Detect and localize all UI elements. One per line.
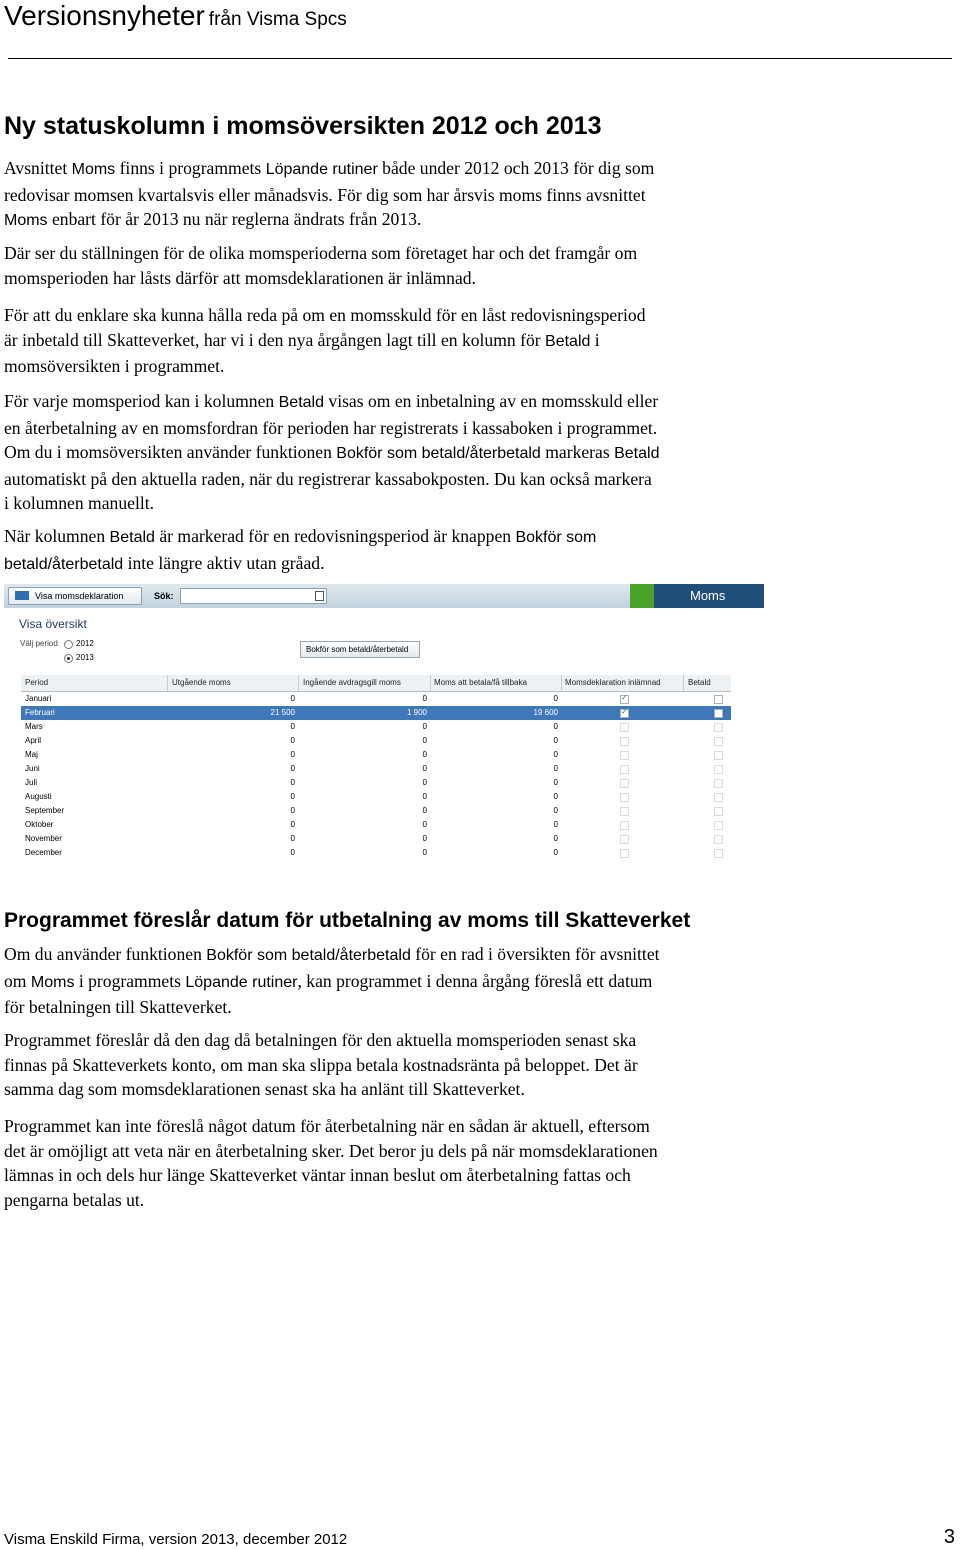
betald-checkbox[interactable] — [714, 751, 723, 760]
col-inlamnad[interactable]: Momsdeklaration inlämnad — [565, 678, 661, 687]
module-title-bar: Moms — [654, 584, 764, 608]
table-row[interactable] — [21, 776, 731, 790]
cell-utgaende: 0 — [290, 834, 295, 843]
cell-utgaende: 0 — [290, 806, 295, 815]
cell-utgaende: 0 — [290, 820, 295, 829]
cell-period: November — [25, 834, 62, 843]
inlamnad-checkbox[interactable] — [620, 765, 629, 774]
inlamnad-checkbox[interactable] — [620, 793, 629, 802]
section2-p1: Om du använder funktionen Bokför som betald/återbetald för en rad i översikten för avsnittet om Moms i programmets Löpande rutiner, kan programmet i denna årgång föreslå ett datum för betalningen till Skatteverket. — [4, 944, 660, 1018]
cell-ingaende: 0 — [422, 750, 427, 759]
search-label: Sök: — [154, 591, 174, 601]
header-title: Versionsnyheter — [4, 0, 205, 31]
inlamnad-checkbox[interactable] — [620, 751, 629, 760]
cell-period: Maj — [25, 750, 38, 759]
footer-text: Visma Enskild Firma, version 2013, december 2012 — [4, 1531, 348, 1548]
cell-ingaende: 0 — [422, 806, 427, 815]
betald-checkbox[interactable] — [714, 723, 723, 732]
inlamnad-checkbox[interactable] — [620, 835, 629, 844]
betald-checkbox[interactable] — [714, 821, 723, 830]
table-row[interactable] — [21, 720, 731, 734]
cell-att-betala: 0 — [553, 694, 558, 703]
radio-2013-label: 2013 — [76, 653, 94, 662]
cell-att-betala: 0 — [553, 750, 558, 759]
cell-ingaende: 0 — [422, 792, 427, 801]
section1-heading: Ny statuskolumn i momsöversikten 2012 och 2013 — [4, 112, 602, 140]
cell-att-betala: 0 — [553, 736, 558, 745]
cell-ingaende: 0 — [422, 694, 427, 703]
radio-2012[interactable] — [64, 640, 73, 649]
section2-heading: Programmet föreslår datum för utbetalning av moms till Skatteverket — [4, 909, 691, 932]
cell-utgaende: 0 — [290, 750, 295, 759]
report-icon — [15, 591, 29, 600]
col-ingaende[interactable]: Ingående avdragsgill moms — [303, 678, 401, 687]
radio-2012-label: 2012 — [76, 639, 94, 648]
inlamnad-checkbox[interactable] — [620, 779, 629, 788]
betald-checkbox[interactable] — [714, 695, 723, 704]
inlamnad-checkbox[interactable] — [620, 723, 629, 732]
cell-period: Juli — [25, 778, 38, 787]
cell-ingaende: 0 — [422, 834, 427, 843]
cell-utgaende: 0 — [290, 792, 295, 801]
cell-utgaende: 0 — [290, 736, 295, 745]
inlamnad-checkbox[interactable] — [620, 737, 629, 746]
section1-p5: När kolumnen Betald är markerad för en redovisningsperiod är knappen Bokför som betald/återbetald inte längre aktiv utan gråad. — [4, 526, 597, 573]
inlamnad-checkbox[interactable] — [620, 807, 629, 816]
cell-ingaende: 0 — [422, 722, 427, 731]
cell-utgaende: 0 — [290, 694, 295, 703]
bokfor-som-betald-button[interactable]: Bokför som betald/återbetald — [300, 641, 420, 658]
table-row[interactable] — [21, 846, 731, 860]
s1p1-line2: redovisar momsen kvartalsvis eller månadsvis. För dig som har årsvis moms finns avsnittet — [4, 184, 646, 205]
cell-att-betala: 0 — [553, 848, 558, 857]
cell-ingaende: 0 — [422, 778, 427, 787]
cell-utgaende: 0 — [290, 722, 295, 731]
betald-checkbox[interactable] — [714, 835, 723, 844]
cell-att-betala: 19 600 — [533, 708, 558, 717]
toolbar — [4, 584, 764, 608]
table-row[interactable] — [21, 748, 731, 762]
cell-ingaende: 0 — [422, 764, 427, 773]
search-icon[interactable] — [315, 591, 324, 601]
cell-period: April — [25, 736, 42, 745]
betald-checkbox[interactable] — [714, 807, 723, 816]
betald-checkbox[interactable] — [714, 849, 723, 858]
betald-checkbox[interactable] — [714, 709, 723, 718]
cell-utgaende: 0 — [290, 848, 295, 857]
cell-period: Juni — [25, 764, 40, 773]
betald-checkbox[interactable] — [714, 779, 723, 788]
cell-att-betala: 0 — [553, 722, 558, 731]
module-accent — [630, 584, 654, 608]
section1-p1 — [4, 156, 774, 234]
col-att-betala[interactable]: Moms att betala/få tillbaka — [434, 678, 527, 687]
moms-overview-screenshot — [4, 584, 764, 884]
table-row[interactable] — [21, 762, 731, 776]
table-row[interactable] — [21, 790, 731, 804]
table-row[interactable] — [21, 734, 731, 748]
cell-ingaende: 1 900 — [406, 708, 427, 717]
search-input[interactable] — [180, 588, 327, 604]
inlamnad-checkbox[interactable] — [620, 849, 629, 858]
betald-checkbox[interactable] — [714, 793, 723, 802]
cell-period: Oktober — [25, 820, 54, 829]
period-label: Välj period — [20, 639, 58, 648]
table-row[interactable] — [21, 706, 731, 720]
cell-att-betala: 0 — [553, 820, 558, 829]
col-period[interactable]: Period — [25, 678, 49, 687]
cell-utgaende: 0 — [290, 764, 295, 773]
col-utgaende[interactable]: Utgående moms — [172, 678, 231, 687]
cell-att-betala: 0 — [553, 778, 558, 787]
cell-att-betala: 0 — [553, 792, 558, 801]
visa-momsdeklaration-button[interactable]: Visa momsdeklaration — [8, 587, 142, 605]
cell-att-betala: 0 — [553, 764, 558, 773]
inlamnad-checkbox[interactable] — [620, 821, 629, 830]
table-row[interactable] — [21, 832, 731, 846]
radio-2013[interactable] — [64, 654, 73, 663]
cell-period: Februari — [25, 708, 55, 717]
cell-utgaende: 21 500 — [270, 708, 295, 717]
betald-checkbox[interactable] — [714, 737, 723, 746]
table-row[interactable] — [21, 818, 731, 832]
table-row[interactable] — [21, 804, 731, 818]
section1-p4: För varje momsperiod kan i kolumnen Betald visas om en inbetalning av en momsskuld eller en återbetalning av en momsfordran för perioden har registrerats i kassaboken i programmet. Om du i momsöversikten använder funktionen Bokför som betald/återbetald markeras Betald automatiskt på den aktuella raden, när du registrerar kassabokposten. Du kan också markera i kolumnen manuellt. — [4, 391, 660, 514]
cell-period: September — [25, 806, 65, 815]
section1-p3: För att du enklare ska kunna hålla reda på om en momsskuld för en låst redovisningsperiod är inbetald till Skatteverket, har vi i den nya årgången lagt till en kolumn för Betald i momsöversikten i programmet. — [4, 305, 646, 377]
section2-p2: Programmet föreslår då den dag då betalningen för den aktuella momsperioden senast ska finnas på Skatteverkets konto, om man ska slippa betala kostnadsränta på beloppet. Det är samma dag som momsdeklarationen senast ska ha anlänt till Skatteverket. — [4, 1030, 638, 1100]
betald-checkbox[interactable] — [714, 765, 723, 774]
cell-utgaende: 0 — [290, 778, 295, 787]
s1p1-line1: Avsnittet Moms finns i programmets Löpande rutiner både under 2012 och 2013 för dig som — [4, 158, 655, 178]
page-number: 3 — [943, 1526, 955, 1548]
header-rule — [8, 58, 952, 59]
cell-ingaende: 0 — [422, 736, 427, 745]
cell-period: Mars — [25, 722, 43, 731]
section1-p2: Där ser du ställningen för de olika momsperioderna som företaget har och det framgår om momsperioden har låsts därför att momsdeklarationen är inlämnad. — [4, 243, 638, 288]
cell-period: Augusti — [25, 792, 52, 801]
header-subtitle: från Visma Spcs — [208, 9, 347, 30]
inlamnad-checkbox[interactable] — [620, 709, 629, 718]
grid-header — [21, 675, 731, 692]
inlamnad-checkbox[interactable] — [620, 695, 629, 704]
document-header — [4, 0, 347, 32]
section2-p3: Programmet kan inte föreslå något datum för återbetalning när en sådan är aktuell, eftersom det är omöjligt att veta när en återbetalning sker. Det beror ju dels på när momsdeklarationen lämnas in och dels hur länge Skatteverket väntar innan beslut om återbetalning fattas och pengarna betalas ut. — [4, 1116, 658, 1210]
col-betald[interactable]: Betald — [688, 678, 711, 687]
panel-title: Visa översikt — [19, 617, 87, 631]
cell-att-betala: 0 — [553, 834, 558, 843]
cell-ingaende: 0 — [422, 848, 427, 857]
cell-ingaende: 0 — [422, 820, 427, 829]
cell-att-betala: 0 — [553, 806, 558, 815]
cell-period: Januari — [25, 694, 52, 703]
cell-period: December — [25, 848, 62, 857]
s1p1-line3: Moms enbart för år 2013 nu när reglerna ändrats från 2013. — [4, 209, 422, 230]
table-row[interactable] — [21, 692, 731, 706]
